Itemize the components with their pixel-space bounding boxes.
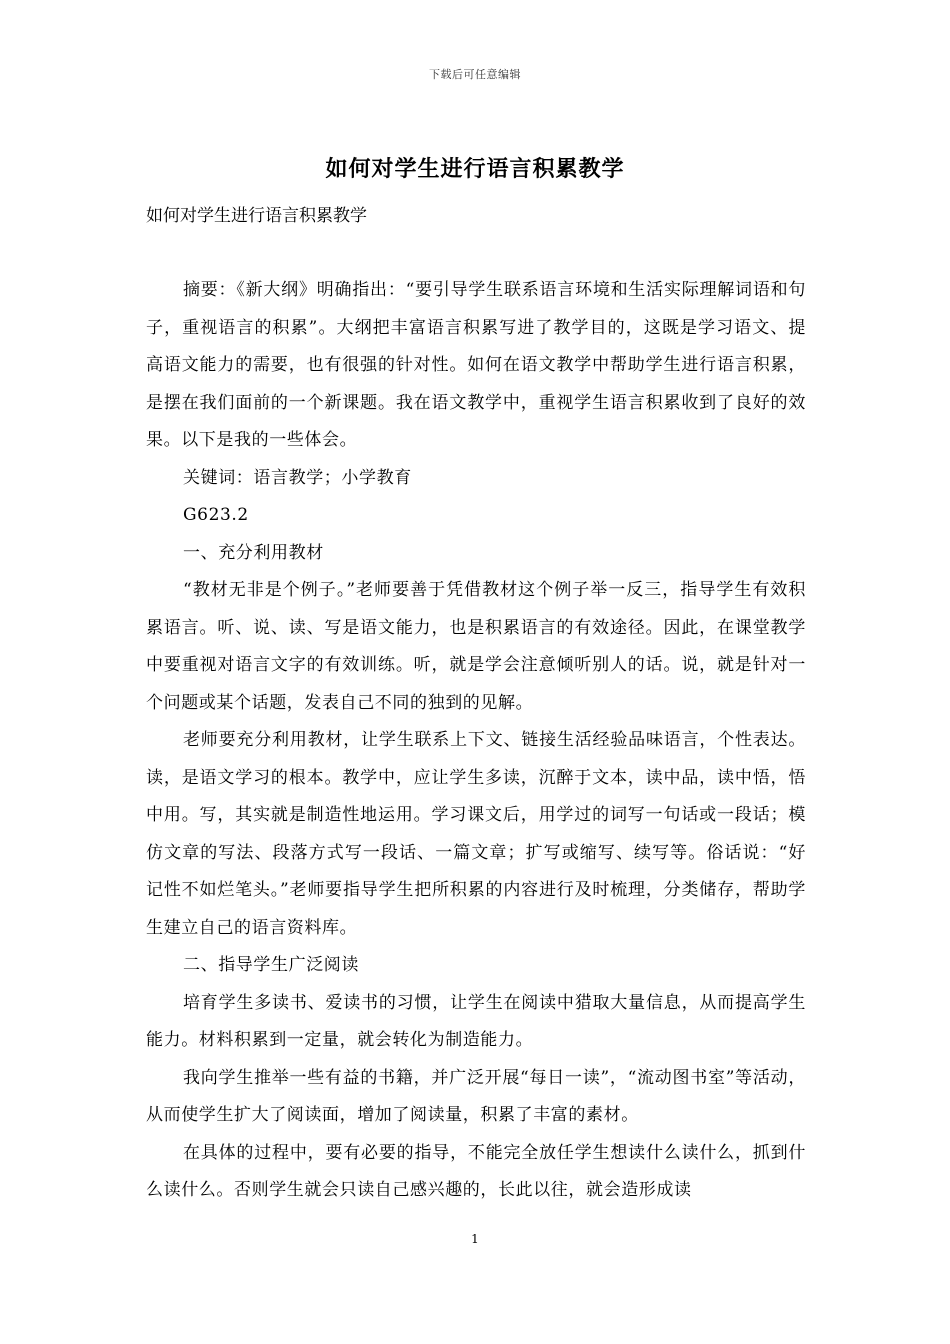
section-heading-2: 二、指导学生广泛阅读: [183, 955, 359, 975]
classification-code: G623.2: [183, 505, 249, 525]
document-body: [146, 272, 806, 1210]
abstract-paragraph: 摘要：《新大纲》明确指出：“要引导学生联系语言环境和生活实际理解词语和句子，重视语言的积累”。大纲把丰富语言积累写进了教学目的，这既是学习语文、提高语文能力的需要，也有很强的针对性。如何在语文教学中帮助学生进行语言积累，是摆在我们面前的一个新课题。我在语文教学中，重视学生语言积累收到了良好的效果。以下是我的一些体会。: [146, 280, 806, 450]
page-number: 1: [471, 1232, 479, 1246]
body-paragraph: 在具体的过程中，要有必要的指导，不能完全放任学生想读什么读什么，抓到什么读什么。否则学生就会只读自己感兴趣的，长此以往，就会造形成读: [146, 1142, 806, 1200]
body-paragraph: 老师要充分利用教材，让学生联系上下文、链接生活经验品味语言，个性表达。读，是语文学习的根本。教学中，应让学生多读，沉醉于文本，读中品，读中悟，悟中用。写，其实就是制造性地运用。学习课文后，用学过的词写一句话或一段话；模仿文章的写法、段落方式写一段话、一篇文章；扩写或缩写、续写等。俗话说：“好记性不如烂笔头。”老师要指导学生把所积累的内容进行及时梳理，分类储存，帮助学生建立自己的语言资料库。: [146, 730, 806, 938]
body-paragraph: 我向学生推举一些有益的书籍，并广泛开展“每日一读”，“流动图书室”等活动，从而使学生扩大了阅读面，增加了阅读量，积累了丰富的素材。: [146, 1067, 806, 1125]
body-paragraph: 培育学生多读书、爱读书的习惯，让学生在阅读中猎取大量信息，从而提高学生能力。材料积累到一定量，就会转化为制造能力。: [146, 992, 806, 1050]
keywords-line: 关键词：语言教学；小学教育: [183, 467, 412, 488]
section-heading-1: 一、充分利用教材: [183, 542, 324, 563]
body-paragraph: “教材无非是个例子。”老师要善于凭借教材这个例子举一反三，指导学生有效积累语言。听、说、读、写是语文能力，也是积累语言的有效途径。因此，在课堂教学中要重视对语言文字的有效训练。听，就是学会注意倾听别人的话。说，就是针对一个问题或某个话题，发表自己不同的独到的见解。: [146, 580, 806, 713]
document-subtitle: 如何对学生进行语言积累教学: [146, 206, 367, 226]
document-title: 如何对学生进行语言积累教学: [325, 156, 625, 182]
header-note: 下载后可任意编辑: [429, 68, 521, 81]
